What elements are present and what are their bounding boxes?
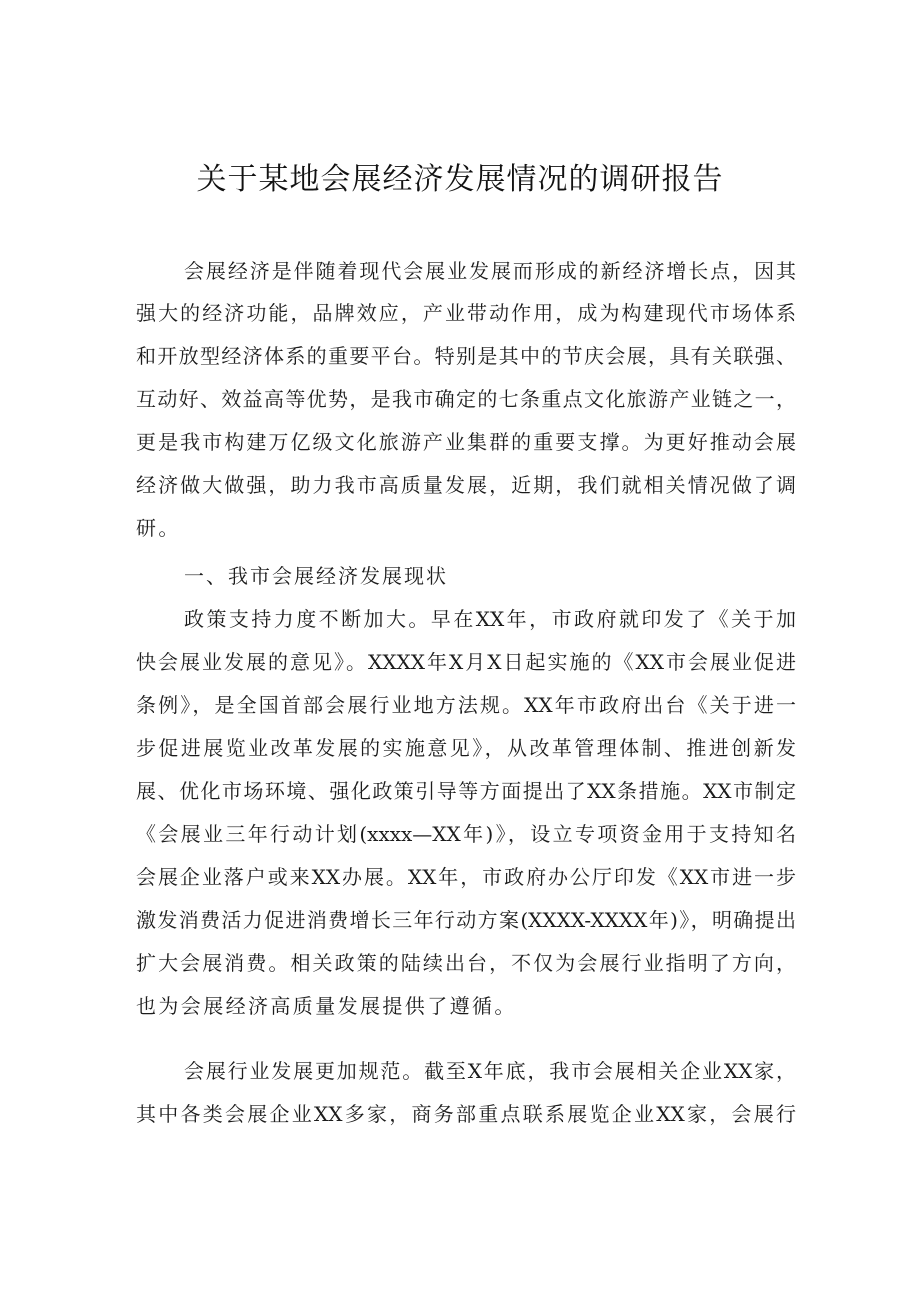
- paragraph-3-line-1: 会展行业发展更加规范。截至X年底，我市会展相关企业XX家，: [184, 1059, 796, 1083]
- paragraph-2-line-3: 条例》，是全国首部会展行业地方法规。XX年市政府出台《关于进一: [136, 693, 796, 717]
- section-1-heading: 一、我市会展经济发展现状: [184, 564, 448, 588]
- paragraph-2-line-4: 步促进展览业改革发展的实施意见》，从改革管理体制、推进创新发: [136, 736, 796, 760]
- paragraph-3-line-2: 其中各类会展企业XX多家，商务部重点联系展览企业XX家，会展行: [136, 1102, 796, 1126]
- paragraph-1-line-3: 和开放型经济体系的重要平台。特别是其中的节庆会展，具有关联强、: [136, 344, 796, 368]
- paragraph-2-line-7: 会展企业落户或来XX办展。XX年，市政府办公厅印发《XX市进一步: [136, 865, 796, 889]
- paragraph-2-line-2: 快会展业发展的意见》。XXXX年X月X日起实施的《XX市会展业促进: [136, 650, 796, 674]
- paragraph-1-line-1: 会展经济是伴随着现代会展业发展而形成的新经济增长点，因其: [184, 259, 796, 283]
- paragraph-1-line-7: 研。: [136, 516, 181, 540]
- paragraph-1-line-2: 强大的经济功能，品牌效应，产业带动作用，成为构建现代市场体系: [136, 301, 796, 325]
- paragraph-2-line-10: 也为会展经济高质量发展提供了遵循。: [136, 994, 517, 1018]
- paragraph-1-line-5: 更是我市构建万亿级文化旅游产业集群的重要支撑。为更好推动会展: [136, 430, 796, 454]
- paragraph-2-line-5: 展、优化市场环境、强化政策引导等方面提出了XX条措施。XX市制定: [136, 779, 796, 803]
- document-title: 关于某地会展经济发展情况的调研报告: [196, 162, 724, 197]
- paragraph-2-line-1: 政策支持力度不断加大。早在XX年，市政府就印发了《关于加: [184, 607, 796, 631]
- paragraph-1-line-4: 互动好、效益高等优势，是我市确定的七条重点文化旅游产业链之一，: [136, 387, 796, 411]
- paragraph-2-line-8: 激发消费活力促进消费增长三年行动方案(XXXX-XXXX年)》，明确提出: [136, 908, 796, 932]
- paragraph-2-line-6: 《会展业三年行动计划(xxxx—XX年)》，设立专项资金用于支持知名: [136, 822, 796, 846]
- paragraph-2-line-9: 扩大会展消费。相关政策的陆续出台，不仅为会展行业指明了方向，: [136, 951, 796, 975]
- paragraph-1-line-6: 经济做大做强，助力我市高质量发展，近期，我们就相关情况做了调: [136, 473, 796, 497]
